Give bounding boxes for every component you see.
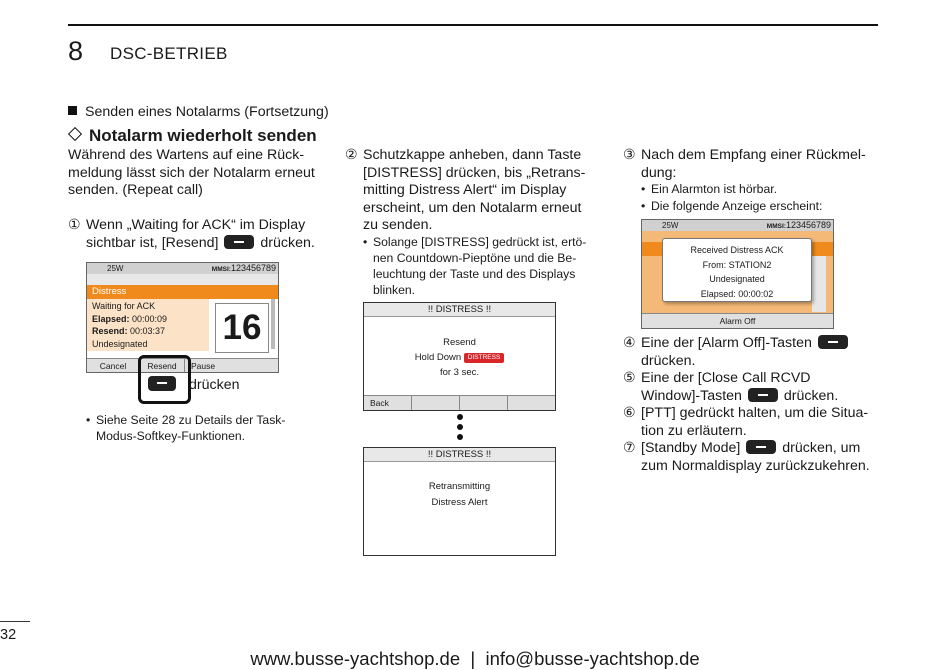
status-bar: 25W MMSI:123456789	[87, 263, 278, 274]
subheading: Notalarm wiederholt senden	[68, 126, 317, 146]
step-3-bullets: • Ein Alarmton ist hörbar. • Die folgende Anzeige erscheint:	[641, 181, 871, 214]
softkey-button-icon	[746, 440, 776, 454]
section-label: Senden eines Notalarms (Fortsetzung)	[68, 104, 329, 120]
step-3: ③ Nach dem Empfang einer Rückmel- dung:	[623, 147, 866, 181]
page-number: 32	[0, 627, 17, 643]
softkey-bar	[642, 313, 833, 328]
press-label: drücken	[189, 377, 240, 393]
countdown-display: 16	[215, 303, 269, 353]
screen-retransmitting: !! DISTRESS !! Retransmitting Distress Alert	[363, 447, 556, 556]
distress-details: Waiting for ACK Elapsed: 00:00:09 Resend: 00:03:37 Undesignated	[92, 301, 168, 349]
continuation-dot	[457, 414, 463, 420]
screen-received-ack	[641, 219, 834, 329]
softkey-pause[interactable]: Pause	[191, 361, 216, 371]
resend-instructions: Resend Hold Down DISTRESS for 3 sec.	[364, 335, 555, 380]
resend-key-icon	[148, 376, 176, 391]
header-rule	[68, 24, 878, 26]
distress-title-bar: Distress	[87, 285, 278, 299]
step-6: ⑥ [PTT] gedrückt halten, um die Situa- tion zu erläutern.	[623, 405, 869, 439]
continuation-dot	[457, 424, 463, 430]
step-2-note: • Solange [DISTRESS] gedrückt ist, ertö- nen Countdown-Pieptöne und die Be- leuchtung der Taste und des Displays blinken.	[363, 234, 603, 298]
softkey-alarm-off[interactable]: Alarm Off	[719, 316, 756, 326]
intro-paragraph: Während des Wartens auf eine Rück- meldung lässt sich der Notalarm erneut senden. (Repeat call)	[68, 147, 315, 199]
softkey-cancel[interactable]: Cancel	[87, 359, 140, 372]
continuation-dot	[457, 434, 463, 440]
distress-badge: DISTRESS	[464, 353, 505, 363]
step-2: ② Schutzkappe anheben, dann Taste [DISTRESS] drücken, bis „Retrans- mitting Distress Alert“ im Display erscheint, um den Notalarm erneut zu senden.	[345, 147, 586, 234]
softkey-back[interactable]: Back	[364, 396, 412, 410]
step-1: ① Wenn „Waiting for ACK“ im Display sichtbar ist, [Resend] drücken.	[68, 217, 315, 251]
softkey-bar	[364, 395, 555, 410]
page-number-rule	[0, 621, 30, 622]
step-4: ④ Eine der [Alarm Off]-Tasten drücken.	[623, 335, 883, 370]
softkey-resend[interactable]: Resend	[140, 359, 185, 372]
received-ack-popup: Received Distress ACK From: STATION2 Undesignated Elapsed: 00:00:02	[662, 238, 812, 302]
softkey-button-icon	[818, 335, 848, 349]
softkey-button-icon	[224, 235, 254, 249]
retransmitting-message: Retransmitting Distress Alert	[428, 481, 491, 508]
step-5: ⑤ Eine der [Close Call RCVD Window]-Tasten drücken.	[623, 370, 839, 404]
diamond-icon	[68, 127, 82, 141]
status-bar: 25W MMSI:123456789	[642, 220, 833, 231]
chapter-title: DSC-BETRIEB	[110, 44, 228, 63]
softkey-button-icon	[748, 388, 778, 402]
softkey-note: • Siehe Seite 28 zu Details der Task- Modus-Softkey-Funktionen.	[86, 412, 316, 444]
chapter-number: 8	[68, 36, 84, 66]
step-7: ⑦ [Standby Mode] drücken, um zum Normaldisplay zurückzukehren.	[623, 440, 870, 474]
footer-text: www.busse-yachtshop.de | info@busse-yachtshop.de	[250, 648, 700, 669]
square-bullet-icon	[68, 106, 77, 115]
screen-resend-hold: !! DISTRESS !! Resend Hold Down DISTRESS for 3 sec. Back	[363, 302, 556, 411]
